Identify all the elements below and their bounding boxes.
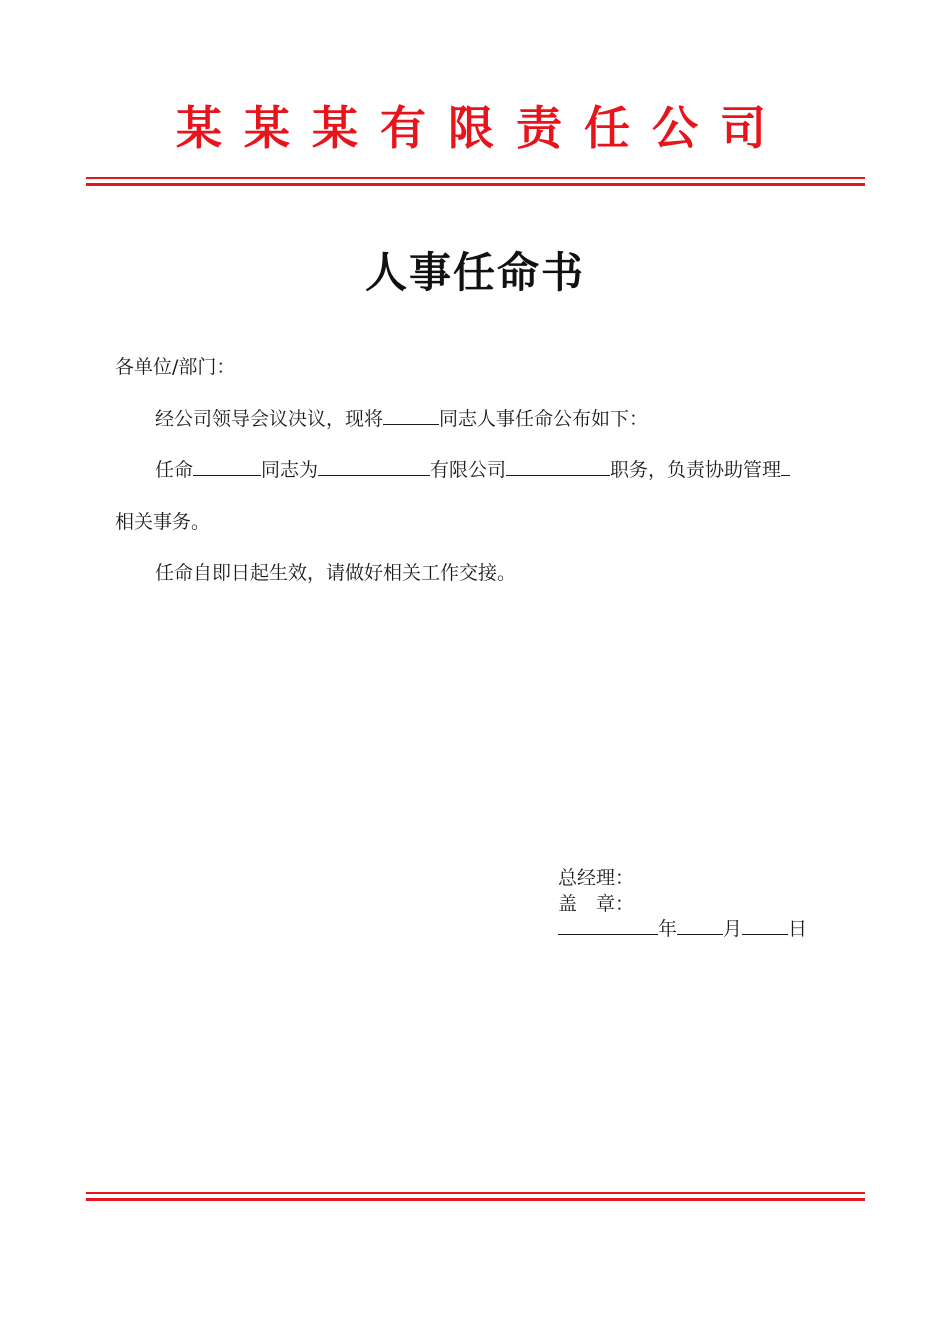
year-label: 年 (658, 918, 678, 940)
month-blank[interactable] (677, 916, 723, 935)
paragraph-announcement (155, 404, 648, 431)
document-title: 人事任命书 (364, 248, 585, 297)
footer-rule-thin (86, 1192, 865, 1194)
date-line (558, 914, 807, 941)
appointee-blank[interactable] (193, 457, 261, 476)
appointment-text-1: 任命 (155, 459, 194, 481)
announcement-text-end: 同志人事任命公布如下： (439, 408, 649, 430)
scope-blank[interactable] (781, 457, 790, 476)
paragraph-effective: 任命自即日起生效，请做好相关工作交接。 (155, 562, 517, 584)
appointment-continuation: 相关事务。 (115, 511, 211, 533)
header-rule-thick (86, 183, 865, 186)
name-blank[interactable] (383, 406, 439, 425)
month-label: 月 (723, 918, 743, 940)
seal-label: 盖 章： (558, 893, 635, 915)
day-label: 日 (788, 918, 808, 940)
paragraph-appointment (155, 455, 790, 482)
appointment-text-4: 职务，负责协助管理 (610, 459, 782, 481)
company-blank[interactable] (318, 457, 430, 476)
appointment-text-2: 同志为 (261, 459, 319, 481)
position-blank[interactable] (506, 457, 610, 476)
appointment-text-3: 有限公司 (430, 459, 507, 481)
day-blank[interactable] (742, 916, 788, 935)
manager-signature-label: 总经理： (558, 867, 635, 889)
announcement-text-start: 经公司领导会议决议，现将 (155, 408, 384, 430)
company-header: 某某某有限责任公司 (176, 101, 788, 155)
header-rule-thin (86, 177, 865, 179)
footer-rule-thick (86, 1198, 865, 1201)
salutation: 各单位/部门： (115, 356, 236, 378)
year-blank[interactable] (558, 916, 658, 935)
